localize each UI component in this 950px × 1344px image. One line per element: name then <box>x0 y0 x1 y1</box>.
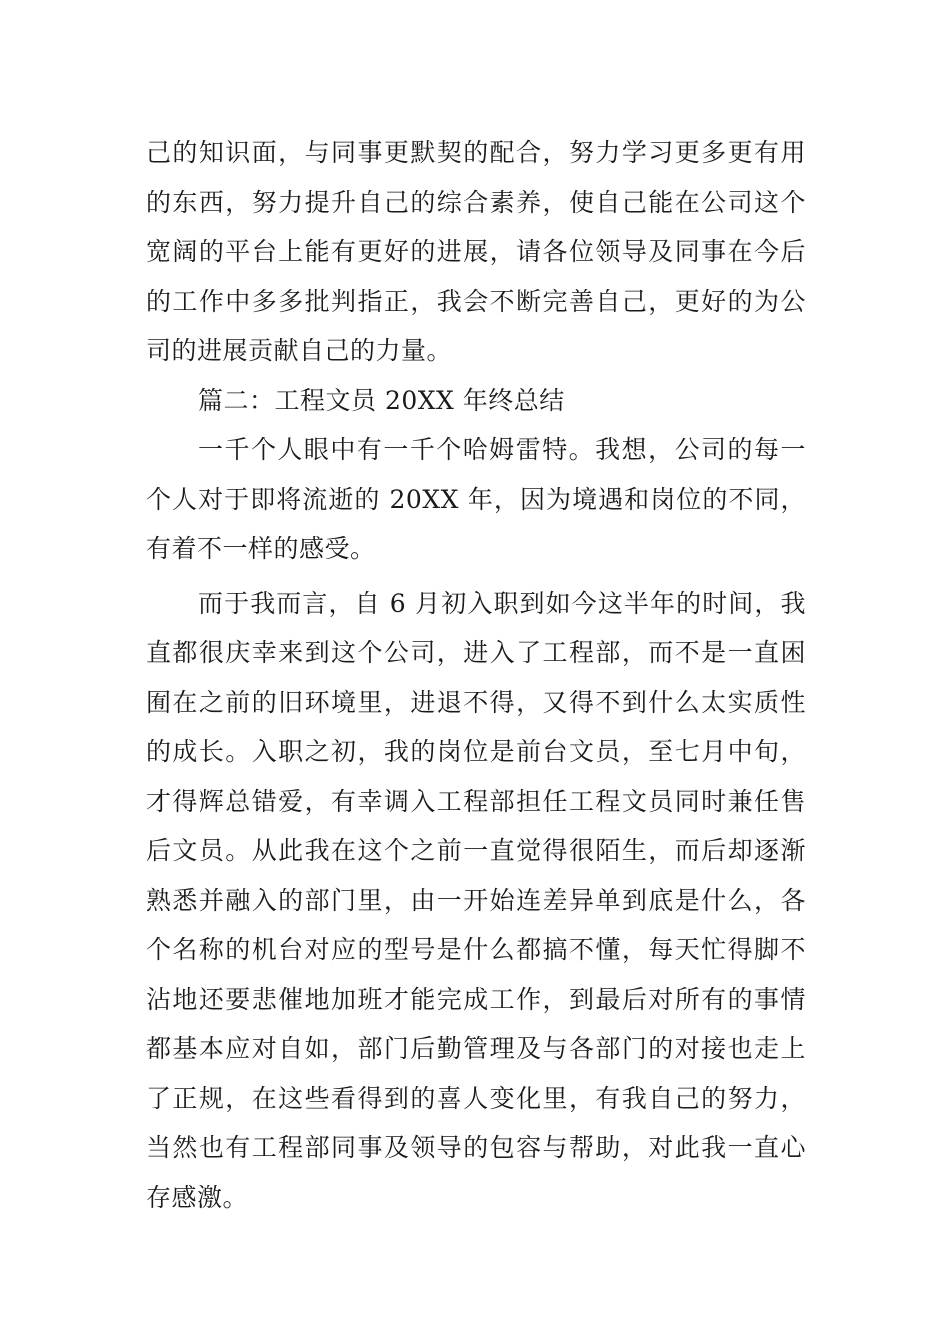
text-line: 后文员。从此我在这个之前一直觉得很陌生，而后却逐渐 <box>146 836 806 865</box>
text-line: 宽阔的平台上能有更好的进展，请各位领导及同事在今后 <box>146 237 806 266</box>
text-line: 的成长。入职之初，我的岗位是前台文员，至七月中旬， <box>146 737 806 766</box>
text-line: 个名称的机台对应的型号是什么都搞不懂，每天忙得脚不 <box>146 935 806 964</box>
text-line: 的工作中多多批判指正，我会不断完善自己，更好的为公 <box>146 286 806 316</box>
text-line: 的东西，努力提升自己的综合素养，使自己能在公司这个 <box>146 187 806 217</box>
text-line: 一千个人眼中有一千个哈姆雷特。我想，公司的每一 <box>198 435 806 464</box>
paragraph-intro <box>146 425 806 574</box>
document-page <box>146 128 806 1222</box>
section-heading <box>146 376 806 426</box>
paragraph-body <box>146 579 806 1223</box>
text-line: 都基本应对自如，部门后勤管理及与各部门的对接也走上 <box>146 1034 806 1063</box>
text-line: 当然也有工程部同事及领导的包容与帮助，对此我一直心 <box>146 1133 806 1162</box>
text-line: 存感激。 <box>146 1182 249 1212</box>
heading-text: 篇二：工程文员 20XX 年终总结 <box>198 385 565 415</box>
text-line: 囿在之前的旧环境里，进退不得，又得不到什么太实质性 <box>146 687 806 717</box>
text-line: 了正规，在这些看得到的喜人变化里，有我自己的努力， <box>146 1083 806 1113</box>
text-line: 个人对于即将流逝的 20XX 年，因为境遇和岗位的不同， <box>146 484 806 514</box>
text-line: 而于我而言，自 6 月初入职到如今这半年的时间，我 <box>198 588 806 618</box>
text-line: 熟悉并融入的部门里，由一开始连差异单到底是什么，各 <box>146 885 806 915</box>
text-line: 有着不一样的感受。 <box>146 534 376 563</box>
text-line: 沾地还要悲催地加班才能完成工作，到最后对所有的事情 <box>146 984 806 1014</box>
text-line: 己的知识面，与同事更默契的配合，努力学习更多更有用 <box>146 138 806 167</box>
paragraph-continuation <box>146 128 806 376</box>
text-line: 司的进展贡献自己的力量。 <box>146 336 453 365</box>
text-line: 直都很庆幸来到这个公司，进入了工程部，而不是一直困 <box>146 638 806 667</box>
text-line: 才得辉总错爱，有幸调入工程部担任工程文员同时兼任售 <box>146 786 806 816</box>
